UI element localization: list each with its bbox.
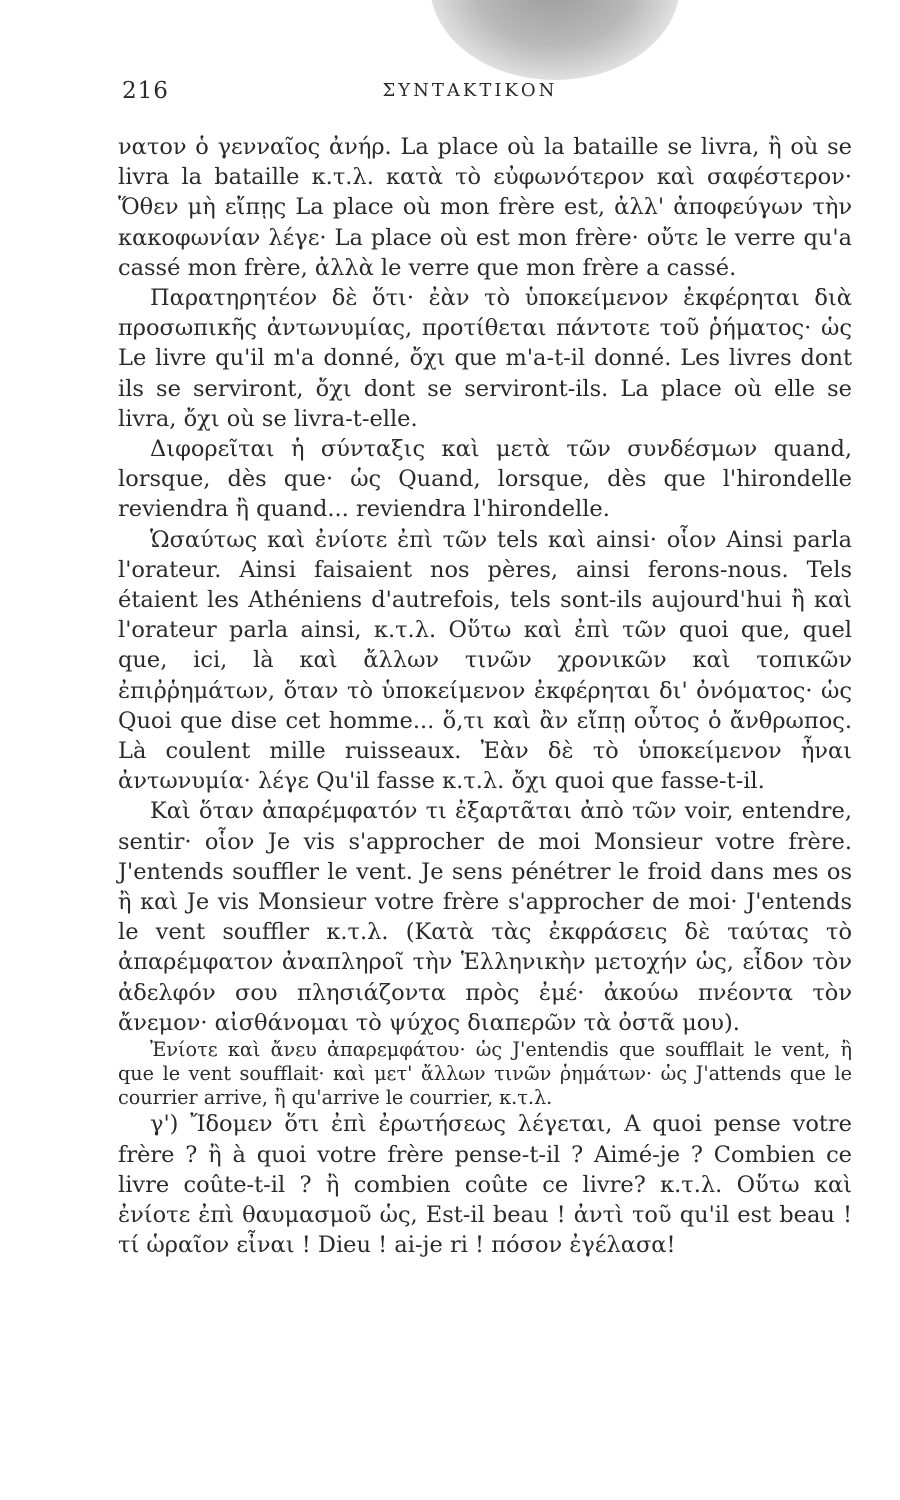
body-text: [118, 132, 852, 1261]
paragraph-interrogation: γ') Ἴδομεν ὅτι ἐπὶ ἐρωτήσεως λέγεται, A quoi pense votre frère ? ἢ à quoi votre frère pense-t-il ? Aimé-je ? Combien ce livre coûte-t-il ? ἢ combien coûte ce livre? κ.τ.λ. Οὕτω καὶ ἐνίοτε ἐπὶ θαυμασμοῦ ὡς, Est-il beau ! ἀντὶ τοῦ qu'il est beau ! τί ὡραῖον εἶναι ! Dieu ! ai-je ri ! πόσον ἐγέλασα!: [118, 1111, 852, 1259]
page-shadow-blot: [430, 0, 680, 80]
paragraph-infinitive: Καὶ ὅταν ἀπαρέμφατόν τι ἐξαρτᾶται ἀπὸ τῶν voir, entendre, sentir· οἷον Je vis s'approcher de moi Monsieur votre frère. J'entends souffler le vent. Je sens pénétrer le froid dans mes os ἢ καὶ Je vis Monsieur votre frère s'approcher de moi· J'entends le vent souffler κ.τ.λ. (Κατὰ τὰς ἐκφράσεις δὲ ταύτας τὸ ἀπαρέμφατον ἀναπληροῖ τὴν Ἑλληνικὴν μετοχήν ὡς, εἶδον τὸν ἀδελφόν σου πλησιάζοντα πρὸς ἐμέ· ἀκούω πνέοντα τὸν ἄνεμον· αἰσθάνομαι τὸ ψύχος διαπερῶν τὰ ὀστᾶ μου).: [118, 798, 852, 1036]
paragraph-pronoun-subject: Παρατηρητέον δὲ ὅτι· ἐὰν τὸ ὑποκείμενον ἐκφέρηται διὰ προσωπικῆς ἀντωνυμίας, προτίθεται πάντοτε τοῦ ῥήματος· ὡς Le livre qu'il m'a donné, ὄχι que m'a-t-il donné. Les livres dont ils se serviront, ὄχι dont se serviront-ils. La place où elle se livra, ὄχι où se livra-t-elle.: [118, 285, 852, 432]
paragraph-tels-ainsi: Ὡσαύτως καὶ ἐνίοτε ἐπὶ τῶν tels καὶ ainsi· οἷον Ainsi parla l'orateur. Ainsi faisaient nos pères, ainsi ferons-nous. Tels étaient les Athéniens d'autrefois, tels sont-ils aujourd'hui ἢ καὶ l'orateur parla ainsi, κ.τ.λ. Οὕτω καὶ ἐπὶ τῶν quoi que, quel que, ici, là καὶ ἄλλων τινῶν χρονικῶν καὶ τοπικῶν ἐπιῤῥημάτων, ὅταν τὸ ὑποκείμενον ἐκφέρηται δι' ὀνόματος· ὡς Quoi que dise cet homme... ὅ,τι καὶ ἂν εἴπῃ οὗτος ὁ ἄνθρωπος. Là coulent mille ruisseaux. Ἐὰν δὲ τὸ ὑποκείμενον ἦναι ἀντωνυμία· λέγε Qu'il fasse κ.τ.λ. ὄχι quoi que fasse-t-il.: [118, 526, 852, 795]
page-header: [0, 78, 900, 108]
running-title: ΣΥΝΤΑΚΤΙΚΟΝ: [382, 80, 558, 101]
paragraph-without-infinitive: Ἐνίοτε καὶ ἄνευ ἀπαρεμφάτου· ὡς J'entendis que soufflait le vent, ἢ que le vent soufflait· καὶ μετ' ἄλλων τινῶν ῥημάτων· ὡς J'attends que le courrier arrive, ἢ qu'arrive le courrier, κ.τ.λ.: [118, 1038, 852, 1109]
paragraph-continuation: νατον ὁ γενναῖος ἀνήρ. La place où la bataille se livra, ἢ où se livra la bataille κ.τ.λ. κατὰ τὸ εὐφωνότερον καὶ σαφέστερον· Ὅθεν μὴ εἴπῃς La place où mon frère est, ἀλλ' ἀποφεύγων τὴν κακοφωνίαν λέγε· La place où est mon frère· οὔτε le verre qu'a cassé mon frère, ἀλλὰ le verre que mon frère a cassé.: [118, 134, 852, 281]
paragraph-conjunctions: Διφορεῖται ἡ σύνταξις καὶ μετὰ τῶν συνδέσμων quand, lorsque, dès que· ὡς Quand, lorsque, dès que l'hirondelle reviendra ἢ quand... reviendra l'hirondelle.: [118, 436, 852, 523]
page-number: 216: [122, 78, 169, 104]
